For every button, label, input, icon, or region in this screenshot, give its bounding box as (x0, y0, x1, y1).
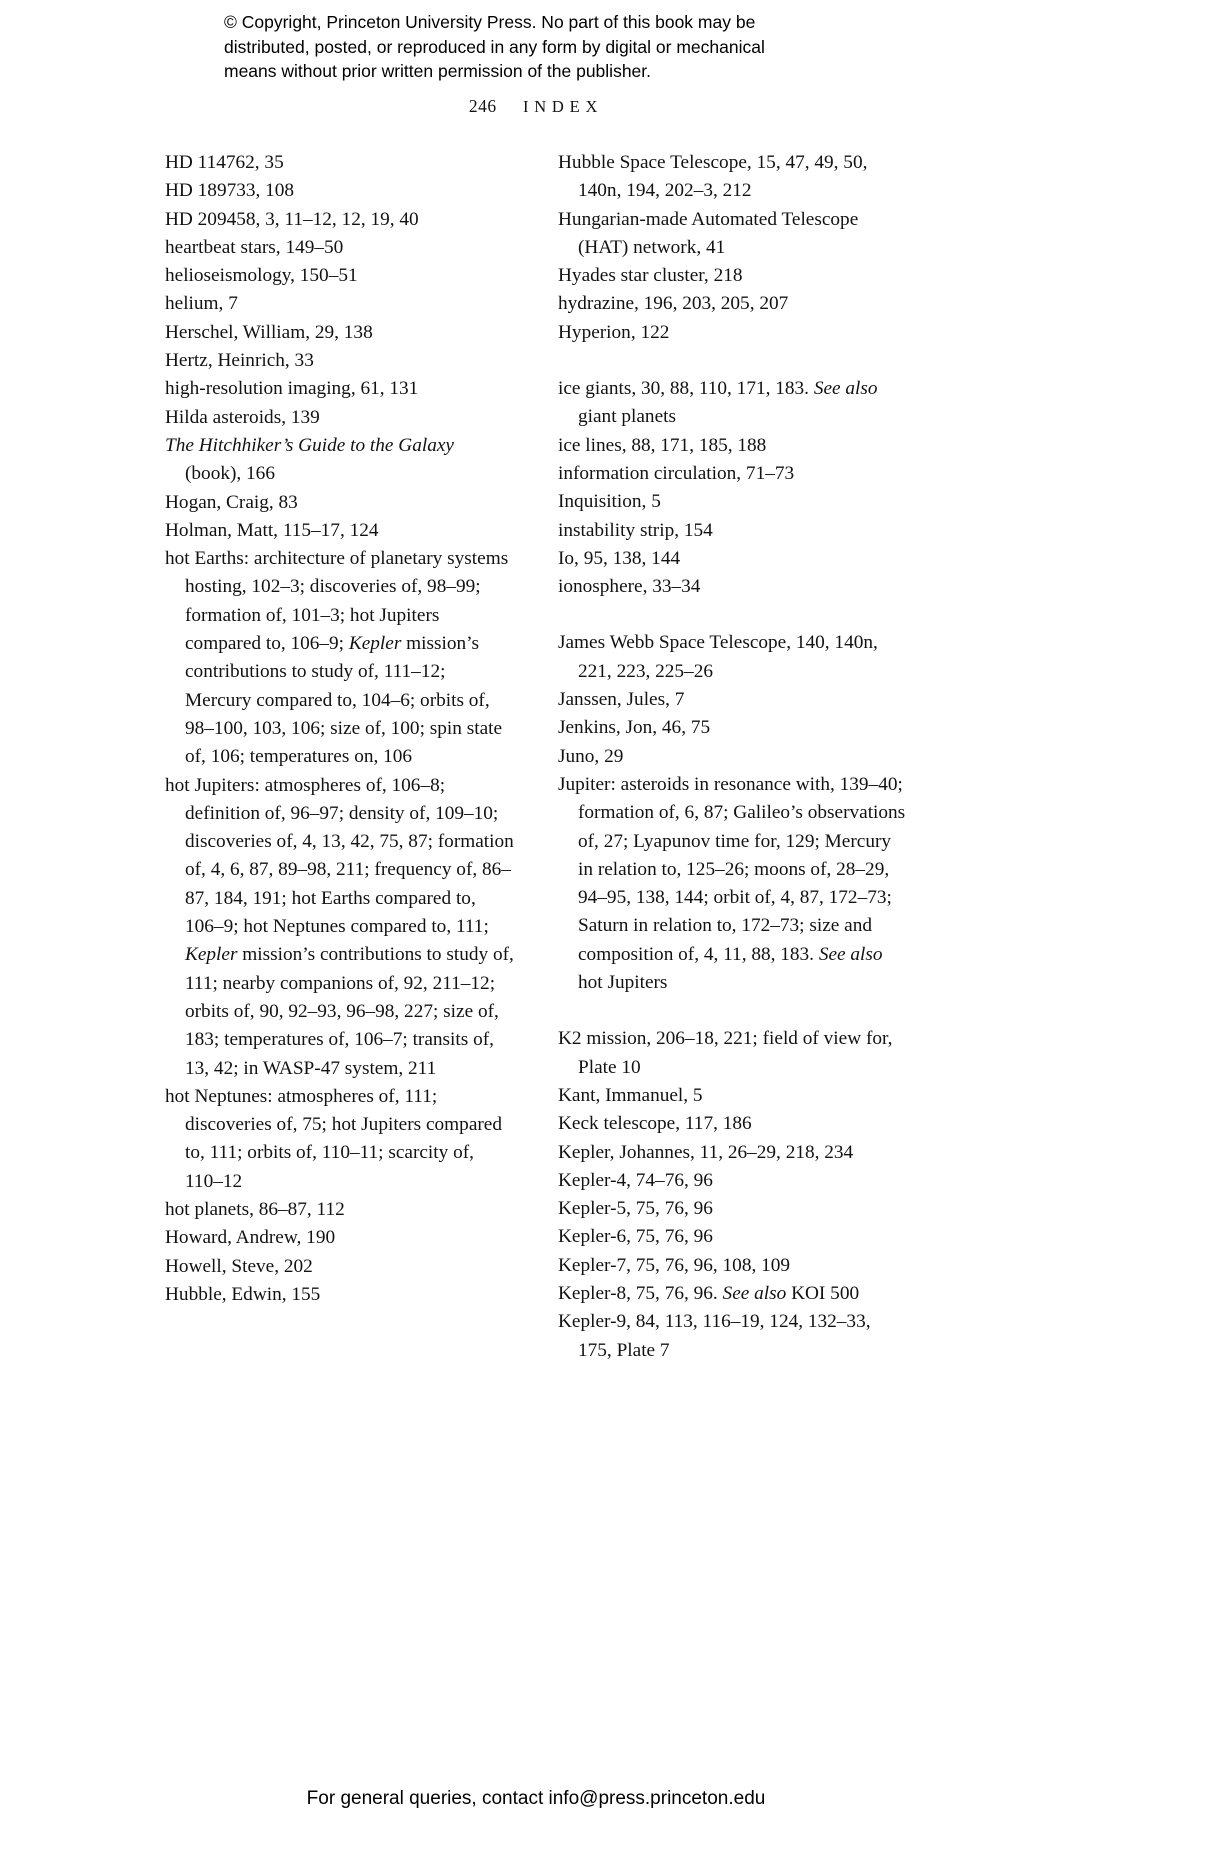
index-entry (558, 573, 907, 601)
index-entry-text: ice giants, 30, 88, 110, 171, 183. (558, 378, 814, 400)
index-entry-text: James Webb Space Telescope, 140, 140n, 221, 223, 225–26 (558, 632, 878, 682)
index-entry-text: Holman, Matt, 115–17, 124 (165, 519, 379, 541)
index-entry (165, 206, 514, 234)
index-entry-text: mission’s contributions to study of, 111; nearby companions of, 92, 211–12; orbits of, 90, 92–93, 96–98, 227; size of, 183; temperatures of, 106–7; transits of, 13, 42; in WASP-47 system, 211 (185, 944, 514, 1079)
index-entry-text: hot Jupiters (578, 972, 668, 994)
index-entry-text: K2 mission, 206–18, 221; field of view for, Plate 10 (558, 1028, 893, 1078)
index-entry-text: Hogan, Craig, 83 (165, 491, 298, 513)
index-entry-text: Inquisition, 5 (558, 491, 661, 513)
index-entry-text: Hyperion, 122 (558, 321, 670, 343)
index-entry (558, 686, 907, 714)
index-entry-text: Keck telescope, 117, 186 (558, 1113, 752, 1135)
index-entry-text: Jenkins, Jon, 46, 75 (558, 717, 711, 739)
index-entry (165, 1253, 514, 1281)
index-entry-text: hot Earths: architecture of planetary systems hosting, 102–3; discoveries of, 98–99; formation of, 101–3; hot Jupiters compared to, 106–9; (165, 548, 509, 655)
index-entry (558, 517, 907, 545)
index-entry (165, 545, 514, 771)
copyright-line: means without prior written permission of the publisher. (224, 61, 652, 81)
index-entry (165, 1281, 514, 1309)
index-title: INDEX (522, 97, 604, 116)
index-entry-text: Kepler-7, 75, 76, 96, 108, 109 (558, 1254, 791, 1276)
index-entry-text: Kepler-6, 75, 76, 96 (558, 1226, 713, 1248)
index-entry (558, 1167, 907, 1195)
index-entry-text: Kepler, Johannes, 11, 26–29, 218, 234 (558, 1141, 854, 1163)
index-entry (558, 488, 907, 516)
index-entry (165, 432, 514, 489)
index-entry-text: Janssen, Jules, 7 (558, 689, 685, 711)
index-entry (165, 149, 514, 177)
index-entry-text: Hungarian-made Automated Telescope (HAT) network, 41 (558, 208, 859, 258)
index-entry (558, 1025, 907, 1082)
index-entry-italic-text: See also (818, 943, 883, 965)
index-entry (165, 1224, 514, 1252)
index-entry (558, 149, 907, 206)
index-entry-text: Kepler-4, 74–76, 96 (558, 1169, 713, 1191)
index-entry (165, 489, 514, 517)
index-entry (558, 206, 907, 263)
index-entry-text: Howell, Steve, 202 (165, 1255, 313, 1277)
index-entry (165, 262, 514, 290)
index-entry (558, 1280, 907, 1308)
index-entry-text: Hertz, Heinrich, 33 (165, 350, 314, 372)
index-entry (165, 234, 514, 262)
index-entry (558, 1308, 907, 1365)
index-columns (165, 149, 907, 1365)
index-entry (558, 1082, 907, 1110)
index-entry-text: hot planets, 86–87, 112 (165, 1198, 345, 1220)
index-entry-text: hot Neptunes: atmospheres of, 111; discoveries of, 75; hot Jupiters compared to, 111; orbits of, 110–11; scarcity of, 110–12 (165, 1085, 502, 1192)
index-entry-text: ionosphere, 33–34 (558, 576, 701, 598)
index-entry (558, 545, 907, 573)
index-entry (558, 714, 907, 742)
index-entry-text: ice lines, 88, 171, 185, 188 (558, 434, 767, 456)
page-content (165, 94, 907, 1365)
index-entry (165, 517, 514, 545)
index-entry-italic-text: See also (722, 1282, 787, 1304)
index-entry-italic-text: Kepler (185, 944, 238, 966)
index-entry-text: (book), 166 (185, 463, 275, 485)
copyright-line: © Copyright, Princeton University Press. No part of this book may be (224, 12, 756, 32)
index-entry (558, 1139, 907, 1167)
page-number: 246 (468, 96, 497, 116)
index-entry (165, 177, 514, 205)
index-entry-text: Hubble, Edwin, 155 (165, 1283, 321, 1305)
index-entry-text: helium, 7 (165, 293, 238, 315)
index-entry-italic-text: See also (813, 378, 878, 400)
index-entry-italic-text: Kepler (348, 633, 402, 655)
index-entry-text: Juno, 29 (558, 745, 624, 767)
footer-contact: For general queries, contact info@press.princeton.edu (306, 1788, 766, 1809)
index-entry-text: hot Jupiters: atmospheres of, 106–8; definition of, 96–97; density of, 109–10; discoveries of, 4, 13, 42, 75, 87; formation of, 4, 6, 87, 89–98, 211; frequency of, 86–87, 184, 191; hot Earths compared to, 106–9; hot Neptunes compared to, 111; (165, 774, 514, 938)
index-entry-text: Kepler-9, 84, 113, 116–19, 124, 132–33, 175, Plate 7 (558, 1311, 871, 1361)
index-entry (165, 375, 514, 403)
index-right-column (558, 149, 907, 1365)
index-entry (558, 1252, 907, 1280)
index-entry (558, 771, 907, 997)
index-entry (558, 460, 907, 488)
index-entry (558, 432, 907, 460)
index-entry (165, 772, 514, 1083)
index-entry-text: Kepler-5, 75, 76, 96 (558, 1198, 713, 1220)
index-entry (165, 1196, 514, 1224)
index-entry-text: Kant, Immanuel, 5 (558, 1084, 703, 1106)
index-entry-text: hydrazine, 196, 203, 205, 207 (558, 293, 789, 315)
index-entry (558, 319, 907, 347)
index-entry-text: Io, 95, 138, 144 (558, 547, 681, 569)
copyright-notice (224, 10, 864, 84)
index-entry-text: HD 189733, 108 (165, 180, 295, 202)
index-entry (165, 290, 514, 318)
copyright-line: distributed, posted, or reproduced in any form by digital or mechanical (224, 36, 765, 57)
index-entry (165, 347, 514, 375)
index-left-column (165, 149, 514, 1365)
index-entry-text: Jupiter: asteroids in resonance with, 139–40; formation of, 6, 87; Galileo’s observations of, 27; Lyapunov time for, 129; Mercury in relation to, 125–26; moons of, 28–29, 94–95, 138, 144; orbit of, 4, 87, 172–73; Saturn in relation to, 172–73; size and composition of, 4, 11, 88, 183. (558, 773, 906, 965)
index-entry-text: HD 114762, 35 (165, 152, 284, 173)
index-entry-text: high-resolution imaging, 61, 131 (165, 378, 419, 400)
index-entry (558, 1195, 907, 1223)
index-entry-text: HD 209458, 3, 11–12, 12, 19, 40 (165, 208, 419, 230)
index-entry (165, 319, 514, 347)
index-entry (165, 1083, 514, 1196)
index-entry (558, 290, 907, 318)
index-entry (558, 743, 907, 771)
index-entry-text: helioseismology, 150–51 (165, 265, 358, 287)
index-entry-text: Hubble Space Telescope, 15, 47, 49, 50, 140n, 194, 202–3, 212 (558, 152, 868, 202)
index-entry-text: Hilda asteroids, 139 (165, 406, 320, 428)
index-entry (165, 404, 514, 432)
index-entry (558, 1110, 907, 1138)
index-entry (558, 629, 907, 686)
index-entry-text: Kepler-8, 75, 76, 96. (558, 1282, 723, 1304)
index-entry (558, 1223, 907, 1251)
index-entry-text: heartbeat stars, 149–50 (165, 236, 344, 258)
index-entry-text: information circulation, 71–73 (558, 462, 795, 484)
index-entry-text: Hyades star cluster, 218 (558, 265, 743, 287)
index-entry (558, 375, 907, 432)
page-header (165, 94, 907, 119)
index-entry-text: Howard, Andrew, 190 (165, 1227, 336, 1249)
index-entry-text: mission’s contributions to study of, 111–12; Mercury compared to, 104–6; orbits of, 98–100, 103, 106; size of, 100; spin state of, 106; temperatures on, 106 (185, 633, 503, 768)
index-entry (558, 262, 907, 290)
index-entry-italic-text: The Hitchhiker’s Guide to the Galaxy (165, 434, 454, 456)
index-entry-text: Herschel, William, 29, 138 (165, 321, 373, 343)
index-entry-text: giant planets (578, 406, 676, 428)
index-entry-text: instability strip, 154 (558, 519, 713, 541)
index-entry-text: KOI 500 (786, 1282, 860, 1304)
